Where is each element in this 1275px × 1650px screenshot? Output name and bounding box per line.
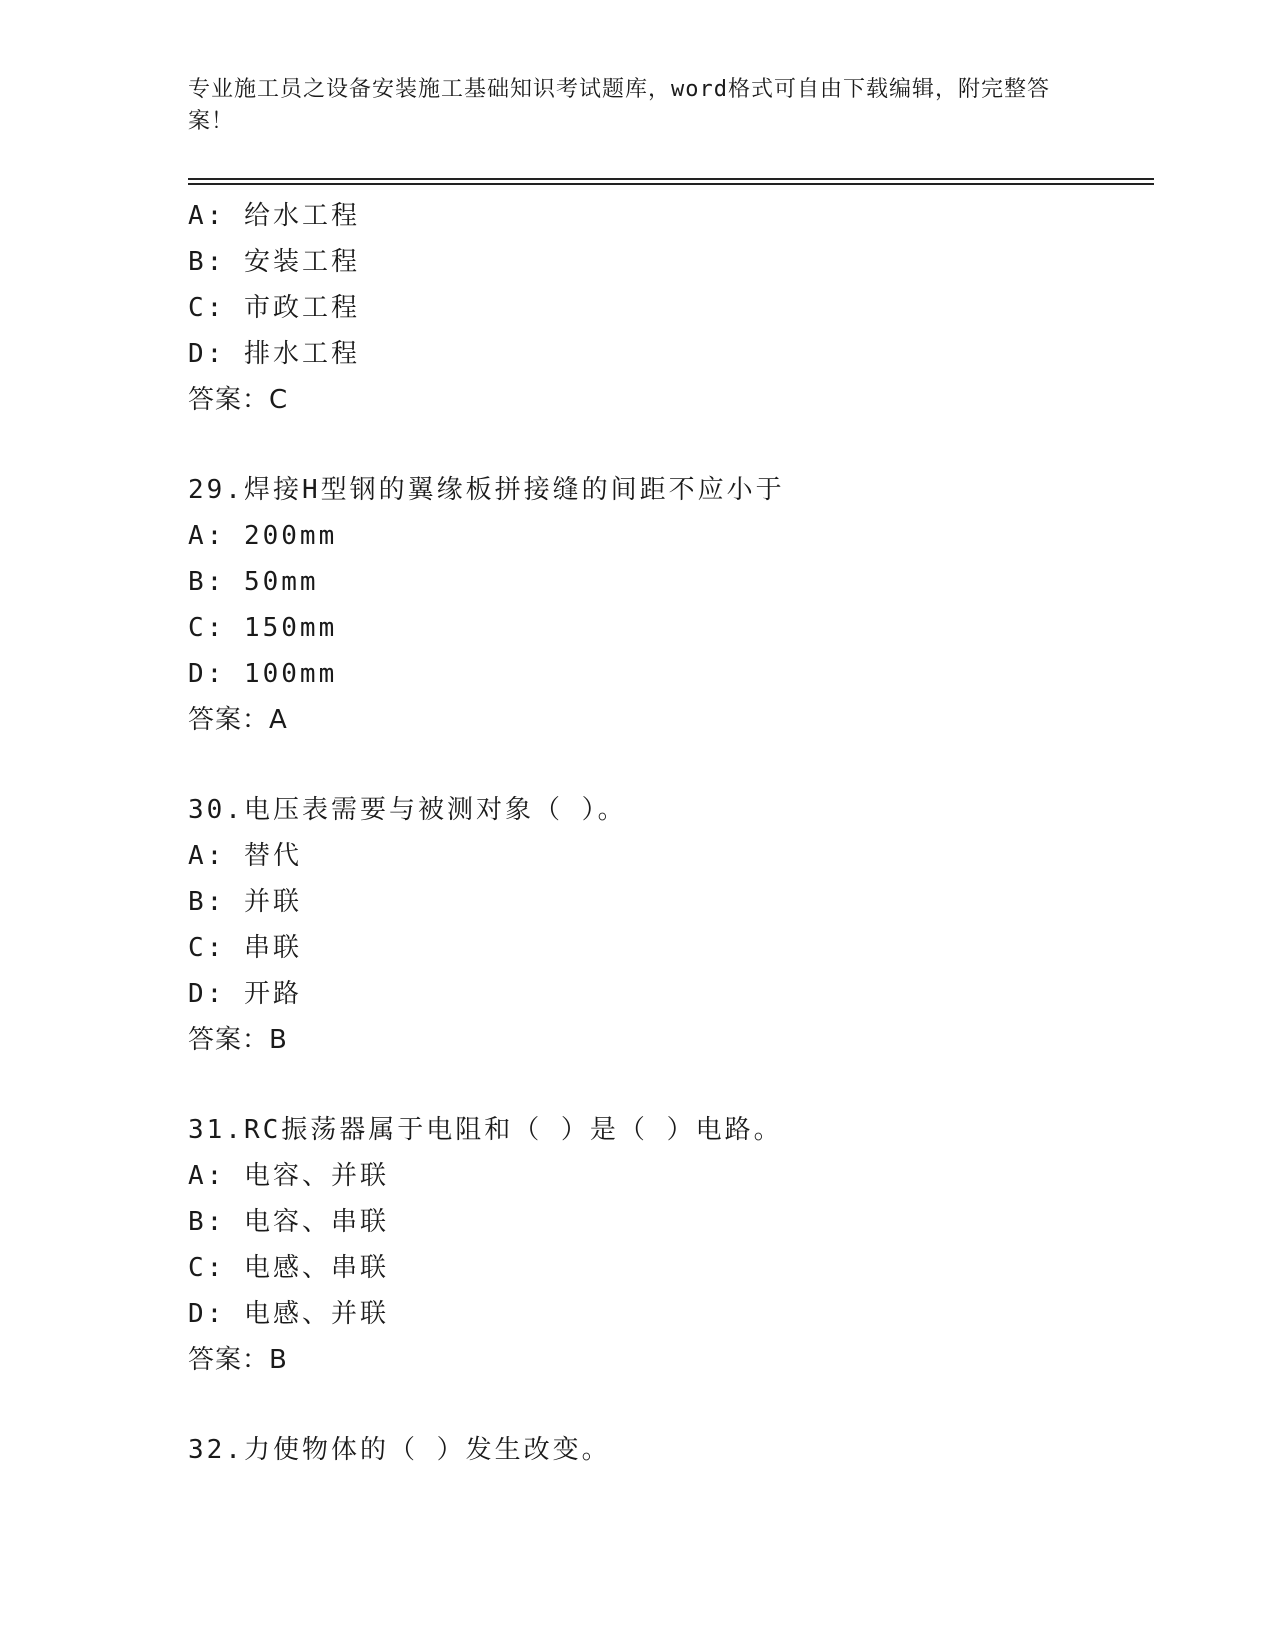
answer: 答案：C xyxy=(188,385,289,415)
option-d: D: 排水工程 xyxy=(188,339,360,369)
question-block xyxy=(188,1107,1154,1383)
question-text: 29.焊接H型钢的翼缘板拼接缝的间距不应小于 xyxy=(188,475,785,505)
answer: 答案：A xyxy=(188,705,288,735)
option-b: B: 电容、串联 xyxy=(188,1207,389,1237)
option-c: C: 电感、串联 xyxy=(188,1253,389,1283)
option-b: B: 安装工程 xyxy=(188,247,360,277)
question-block xyxy=(188,193,1154,423)
divider-line-top xyxy=(188,178,1154,180)
option-d: D: 100mm xyxy=(188,659,338,689)
divider-line-bottom xyxy=(188,183,1154,185)
header-divider xyxy=(188,178,1154,185)
option-c: C: 150mm xyxy=(188,613,338,643)
option-c: C: 市政工程 xyxy=(188,293,360,323)
question-text: 30.电压表需要与被测对象（ ）。 xyxy=(188,795,627,825)
option-a: A: 电容、并联 xyxy=(188,1161,389,1191)
option-a: A: 替代 xyxy=(188,841,302,871)
question-text: 31.RC振荡器属于电阻和（ ）是（ ）电路。 xyxy=(188,1115,783,1145)
option-b: B: 并联 xyxy=(188,887,302,917)
option-a: A: 200mm xyxy=(188,521,338,551)
question-block xyxy=(188,787,1154,1063)
question-list xyxy=(188,193,1154,1473)
option-d: D: 开路 xyxy=(188,979,302,1009)
option-c: C: 串联 xyxy=(188,933,302,963)
question-text: 32.力使物体的（ ）发生改变。 xyxy=(188,1435,611,1465)
answer: 答案：B xyxy=(188,1345,288,1375)
question-block xyxy=(188,1427,1154,1473)
document-header: 专业施工员之设备安装施工基础知识考试题库，word格式可自由下载编辑，附完整答案！ xyxy=(188,77,1050,134)
option-a: A: 给水工程 xyxy=(188,201,360,231)
option-d: D: 电感、并联 xyxy=(188,1299,389,1329)
option-b: B: 50mm xyxy=(188,567,319,597)
question-block xyxy=(188,467,1154,743)
answer: 答案：B xyxy=(188,1025,288,1055)
